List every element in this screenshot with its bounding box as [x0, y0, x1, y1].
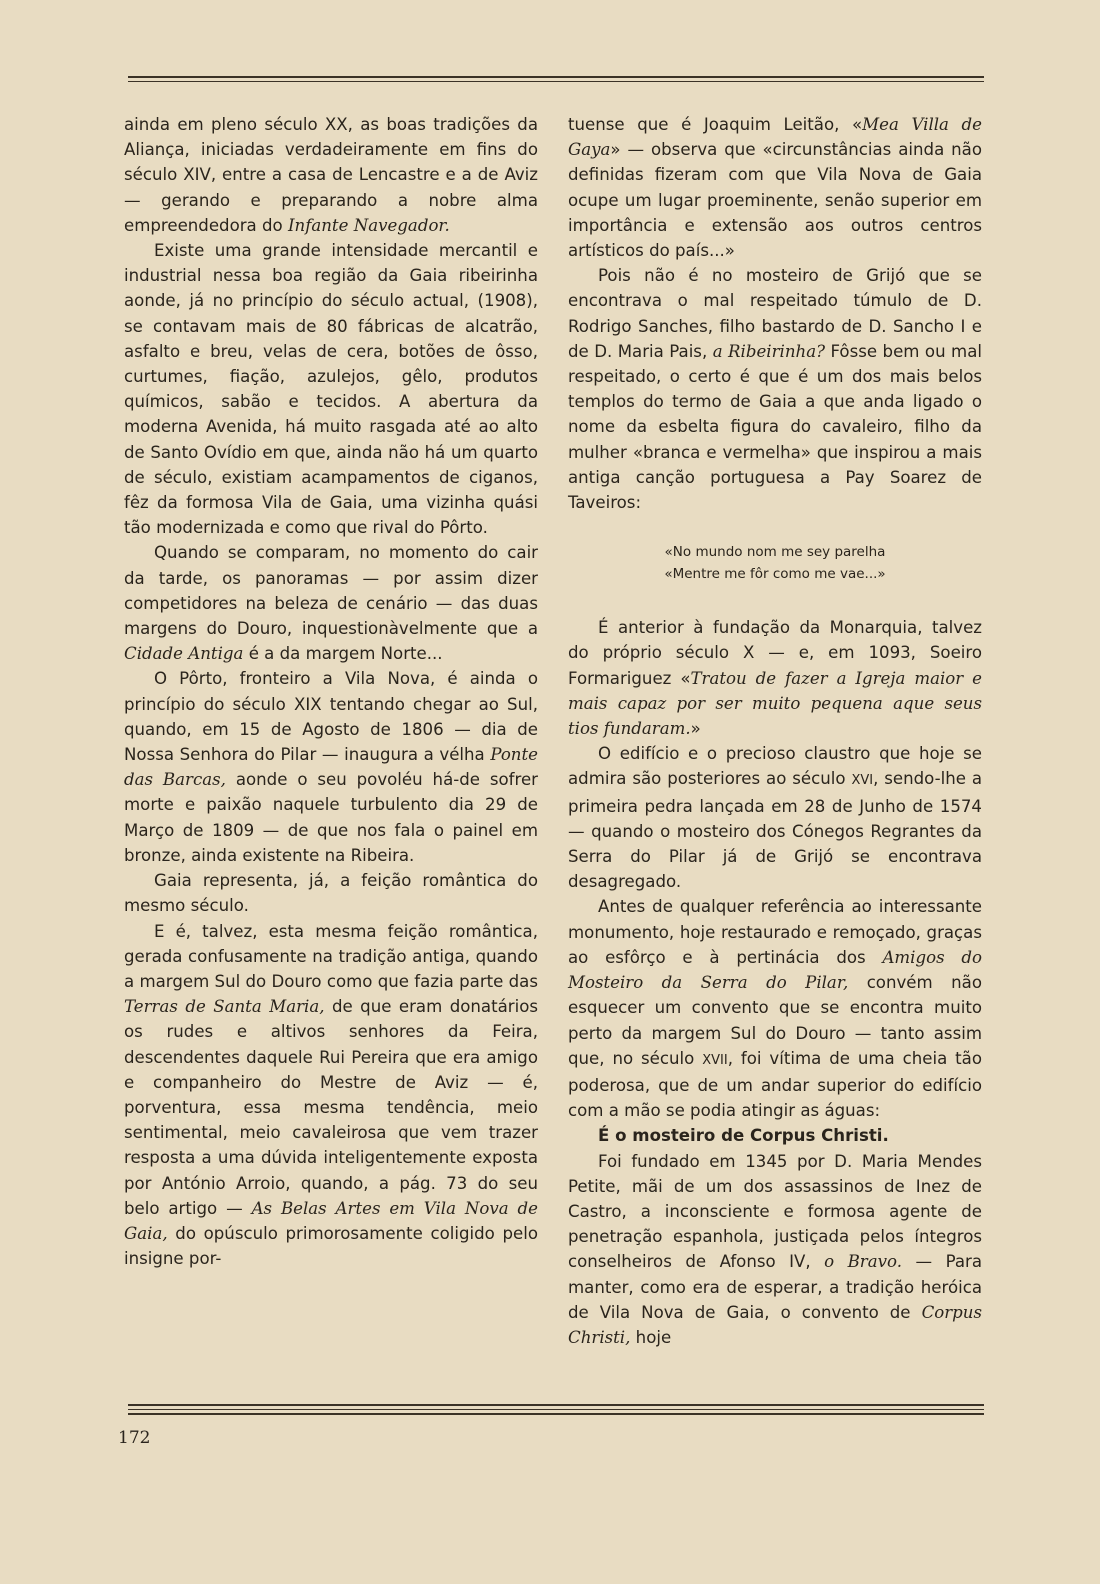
section-heading: É o mosteiro de Corpus Christi. — [598, 1126, 889, 1146]
paragraph: Foi fundado em 1345 por D. Maria Mendes Petite, mãi de um dos assassinos de Inez de Castro, a inconsciente e formosa agente de penetração espanhola, justiçada pelos íntegros conselheiros de Afonso IV, o Bravo. — Para manter, como era de esperar, a tradição heróica de Vila Nova de Gaia, o convento de Corpus Christi, hoje — [568, 1151, 983, 1347]
left-column — [124, 112, 538, 1271]
paragraph: É anterior à fundação da Monarquia, talvez do próprio século X — e, em 1093, Soeiro Formariguez «Tratou de fazer a Igreja maior e mais capaz por ser muito pequena aque seus tios fundaram.» — [568, 618, 982, 739]
paragraph: E é, talvez, esta mesma feição romântica, gerada confusamente na tradição antiga, quando a margem Sul do Douro como que fazia parte das Terras de Santa Maria, de que eram donatários os rudes e altivos senhores da Feira, descendentes daquele Rui Pereira que era amigo e companheiro do Mestre de Aviz — é, porventura, essa mesma tendência, meio sentimental, meio cavaleirosa que vem trazer resposta a uma dúvida inteligentemente exposta por António Arroio, quando, a pág. 73 do seu belo artigo — As Belas Artes em Vila Nova de Gaia, do opúsculo primorosamente coligido pelo insigne por- — [124, 921, 538, 1269]
paragraph: Existe uma grande intensidade mercantil e industrial nessa boa região da Gaia ribeirinha aonde, já no princípio do século actual, (1908), se contavam mais de 80 fábricas de alcatrão, asfalto e breu, velas de cera, botões de ôsso, curtumes, fiação, azulejos, gêlo, produtos químicos, sabão e tecidos. A abertura da moderna Avenida, há muito rasgada até ao alto de Santo Ovídio em que, ainda não há um quarto de século, existiam acampamentos de ciganos, fêz da formosa Vila de Gaia, uma vizinha quási tão modernizada e como que rival do Pôrto. — [124, 241, 538, 538]
paragraph: Quando se comparam, no momento do cair da tarde, os panoramas — por assim dizer competidores na beleza de cenário — das duas margens do Douro, inquestionàvelmente que a Cidade Antiga é a da margem Norte... — [124, 543, 538, 664]
paragraph: tuense que é Joaquim Leitão, «Mea Villa de Gaya» — observa que «circunstâncias ainda não definidas fizeram com que Vila Nova de Gaia ocupe um lugar proeminente, senão superior em importância e extensão aos outros centros artísticos do país...» — [568, 115, 982, 261]
paragraph: Antes de qualquer referência ao interessante monumento, hoje restaurado e remoçado, graças ao esfôrço e à pertinácia dos Amigos do Mosteiro da Serra do Pilar, convém não esquecer um convento que se encontra muito perto da margem Sul do Douro — tanto assim que, no século XVII, foi vítima de uma cheia tão poderosa, que de um andar superior do edifício com a mão se podia atingir as águas: — [568, 897, 982, 1121]
right-column — [568, 112, 982, 1350]
bottom-rule — [128, 1404, 984, 1418]
paragraph: O edifício e o precioso claustro que hoje se admira são posteriores ao século XVI, sendo-lhe a primeira pedra lançada em 28 de Junho de 1574 — quando o mosteiro dos Cónegos Regrantes da Serra do Pilar já de Grijó se encontrava desagregado. — [568, 744, 982, 892]
verse-line: «No mundo nom me sey parelha — [664, 544, 886, 561]
paragraph: ainda em pleno século XX, as boas tradições da Aliança, iniciadas verdadeiramente em fins do século XIV, entre a casa de Lencastre e a de Aviz — gerando e preparando a nobre alma empreendedora do Infante Navegador. — [124, 115, 538, 235]
top-rule — [128, 76, 984, 85]
page-number: 172 — [118, 1428, 151, 1448]
paragraph: Gaia representa, já, a feição romântica do mesmo século. — [124, 871, 538, 916]
verse-line: «Mentre me fôr como me vae...» — [664, 566, 886, 583]
paragraph: O Pôrto, fronteiro a Vila Nova, é ainda o princípio do século XIX tentando chegar ao Sul, quando, em 15 de Agosto de 1806 — dia de Nossa Senhora do Pilar — inaugura a vélha Ponte das Barcas, aonde o seu povoléu há-de sofrer morte e paixão naquele turbulento dia 29 de Março de 1809 — de que nos fala o painel em bronze, ainda existente na Ribeira. — [124, 669, 538, 865]
verse-quote — [568, 541, 982, 585]
paragraph: Pois não é no mosteiro de Grijó que se encontrava o mal respeitado túmulo de D. Rodrigo Sanches, filho bastardo de D. Sancho I e de D. Maria Pais, a Ribeirinha? Fôsse bem ou mal respeitado, o certo é que é um dos mais belos templos do termo de Gaia a que anda ligado o nome da esbelta figura do cavaleiro, filho da mulher «branca e vermelha» que inspirou a mais antiga canção portuguesa a Pay Soarez de Taveiros: — [568, 266, 982, 513]
